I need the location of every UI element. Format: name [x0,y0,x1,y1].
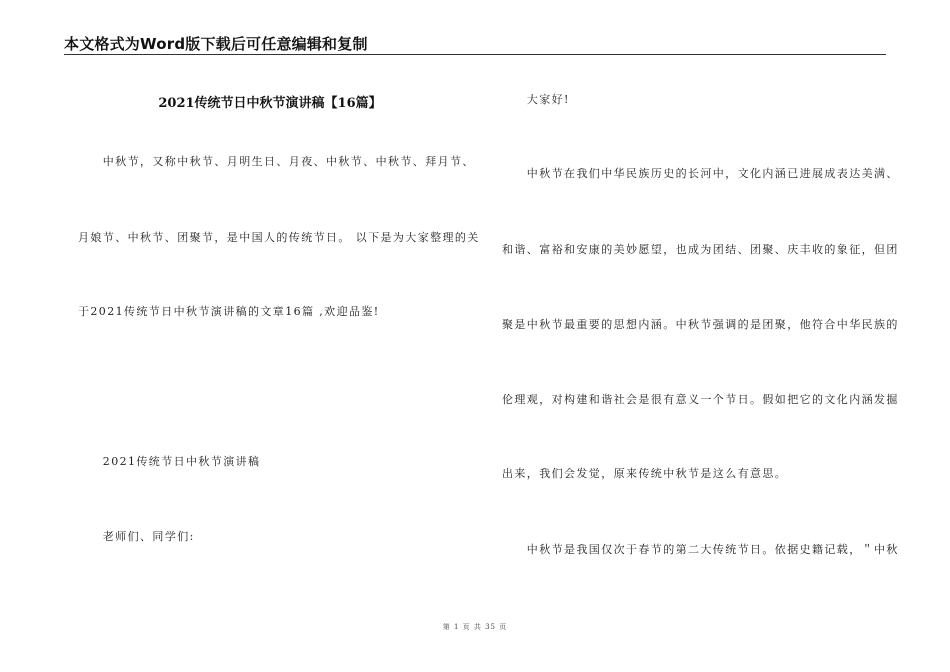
paragraph-line: 于2021传统节日中秋节演讲稿的文章16篇 ,欢迎品鉴! [78,305,380,318]
paragraph-line: 月娘节、中秋节、团聚节，是中国人的传统节日。 以下是为大家整理的关 [78,231,480,244]
paragraph-line: 聚是中秋节最重要的思想内涵。中秋节强调的是团聚，他符合中华民族的 [502,318,899,331]
paragraph-line: 老师们、同学们: [78,530,195,543]
section-heading: 2021传统节日中秋节演讲稿 [78,455,261,468]
header-title: 本文格式为Word版下载后可任意编辑和复制 [64,35,368,53]
page-number: 第 1 页 共 35 页 [442,623,508,631]
paragraph-line: 伦理观，对构建和谐社会是很有意义一个节日。假如把它的文化内涵发掘 [502,393,899,406]
paragraph-line: 大家好! [502,93,570,106]
paragraph-line: 中秋节是我国仅次于春节的第二大传统节日。依据史籍记载，＂中秋 [502,543,899,556]
paragraph-line: 中秋节在我们中华民族历史的长河中，文化内涵已进展成表达美满、 [502,167,899,180]
document-title: 2021传统节日中秋节演讲稿【16篇】 [158,96,382,111]
header-divider [64,54,886,55]
paragraph-line: 中秋节，又称中秋节、月明生日、月夜、中秋节、中秋节、拜月节、 [78,155,475,168]
paragraph-line: 和谐、富裕和安康的美妙愿望，也成为团结、团聚、庆丰收的象征，但团 [502,243,899,256]
paragraph-line: 出来，我们会发觉，原来传统中秋节是这么有意思。 [502,467,788,480]
